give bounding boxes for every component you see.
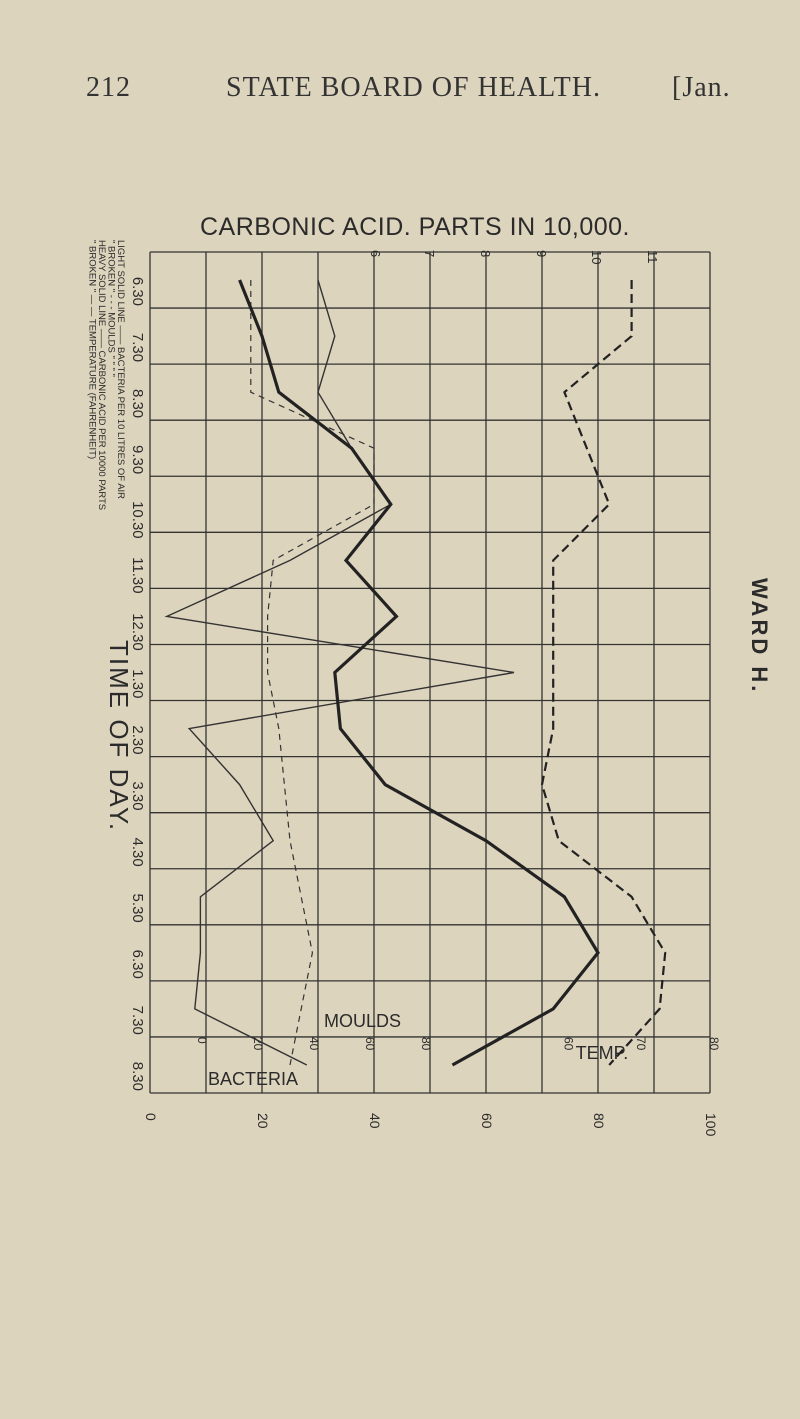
bottom-axis-tick-label: 80 (591, 1113, 607, 1129)
bottom-axis-tick-label: 20 (255, 1113, 271, 1129)
carbonic-acid-series-line (240, 280, 598, 1065)
top-axis-tick-label: 8 (478, 250, 493, 258)
chart-grid (150, 252, 710, 1093)
time-tick-label: 10.30 (129, 501, 146, 539)
bacteria-scale-label: 0 (195, 1037, 209, 1044)
time-tick-label: 11.30 (129, 557, 146, 594)
time-tick-label: 1.30 (129, 669, 146, 699)
top-axis-tick-label: 7 (422, 250, 437, 258)
bottom-axis-tick-label: 40 (367, 1113, 383, 1129)
temperature-scale-label: 80 (707, 1037, 721, 1051)
time-tick-label: 2.30 (129, 725, 146, 755)
bacteria-area-label: BACTERIA (208, 1069, 299, 1089)
temperature-scale-label: 70 (634, 1037, 649, 1051)
top-axis-tick-label: 10 (589, 250, 604, 265)
temperature-scale-label: 60 (561, 1037, 576, 1051)
bottom-axis-tick-label: 0 (143, 1113, 159, 1121)
time-tick-label: 8.30 (129, 1061, 146, 1091)
time-tick-label: 6.30 (129, 949, 146, 979)
time-tick-label: 9.30 (129, 445, 146, 475)
bacteria-scale-label: 80 (419, 1037, 433, 1051)
bottom-axis-tick-label: 60 (479, 1113, 495, 1129)
top-axis-tick-label: 6 (368, 250, 383, 258)
legend-entry: " BROKEN " - - - MOULDS " " " " (105, 240, 117, 377)
time-tick-label: 6.30 (129, 276, 146, 307)
time-tick-label: 5.30 (129, 893, 146, 923)
legend-entry: LIGHT SOLID LINE —— BACTERIA PER 10 LITRES OF AIR (115, 240, 126, 500)
temperature-area-label: TEMP. (575, 1043, 629, 1063)
time-tick-label: 12.30 (129, 613, 146, 651)
time-tick-label: 7.30 (129, 1005, 146, 1035)
time-axis-label: TIME OF DAY. (104, 640, 134, 833)
running-title: STATE BOARD OF HEALTH. (226, 72, 601, 103)
bacteria-scale-label: 40 (307, 1037, 321, 1051)
temperature-series-line (542, 280, 665, 1065)
bacteria-series-line (167, 280, 514, 1065)
top-axis-tick-label: 11 (645, 250, 660, 264)
time-tick-label: 3.30 (129, 781, 146, 811)
time-tick-label: 4.30 (129, 837, 146, 867)
side-label: WARD H. (747, 578, 772, 695)
time-tick-label: 7.30 (129, 332, 146, 363)
legend-entry: HEAVY SOLID LINE —— CARBONIC ACID PER 10000 PARTS (96, 240, 107, 511)
time-tick-label: 8.30 (129, 388, 146, 419)
bacteria-scale-label: 20 (251, 1037, 265, 1051)
page-number: 212 (86, 72, 131, 103)
issue-month: [Jan. (672, 72, 731, 103)
chart-title: CARBONIC ACID. PARTS IN 10,000. (200, 213, 630, 241)
moulds-area-label: MOULDS (324, 1011, 402, 1031)
bacteria-scale-label: 60 (363, 1037, 377, 1051)
legend-entry: " BROKEN " — — TEMPERATURE (FAHRENHEIT) (86, 240, 98, 460)
bottom-axis-tick-label: 100 (703, 1113, 719, 1137)
top-axis-tick-label: 9 (534, 250, 549, 258)
moulds-series-line (251, 280, 374, 1065)
